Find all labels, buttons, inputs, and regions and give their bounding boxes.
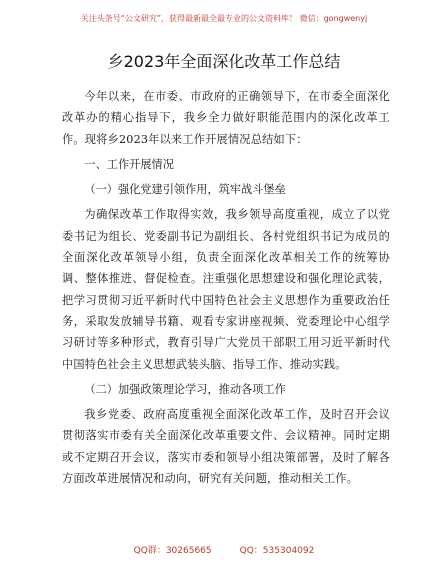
section-heading-1: 一、工作开展情况 [84,157,174,171]
subsection-1-paragraph: 为确保改革工作取得实效，我乡领导高度重视，成立了以党委书记为组长、党委副书记为副组长、各村党组织书记为成员的全面深化改革领导小组，负责全面深化改革相关工作的统筹协调、整体推进、督促检查。注重强化思想建设和强化理论武装，把学习贯彻习近平新时代中国特色社会主义思想作为重要政治任务，采取发放辅导书籍、观看专家讲座视频、党委理论中心组学习研讨等多种形式，教育引导广大党员干部职工用习近平新时代中国特色社会主义思想武装头脑、指导工作、推动实践。 [62,208,390,371]
subsection-heading-1: （一）强化党建引领作用，筑牢战斗堡垒 [84,183,286,197]
subsection-2-paragraph: 我乡党委、政府高度重视全面深化改革工作，及时召开会议贯彻落实市委有关全面深化改革重要文件、会议精神。同时定期或不定期召开会议，落实市委和领导小组决策部署，及时了解各方面改革进展情况和动向，研究有关问题，推动相关工作。 [62,408,390,486]
document-body [62,86,390,489]
top-promo-banner: 关注头条号“公文研究”，获得最新最全最专业的公文资料库！ 微信：gongwenyj [80,14,368,23]
footer-qq: QQ：535304092 [239,546,315,556]
subsection-heading-2: （二）加强政策理论学习，推动各项工作 [84,382,286,396]
footer-contact [0,543,448,556]
footer-qq-group: QQ群：30265665 [133,546,212,556]
intro-paragraph: 今年以来，在市委、市政府的正确领导下，在市委全面深化改革办的精心指导下，我乡全力做好职能范围内的深化改革工作。现将乡2023年以来工作开展情况总结如下： [62,90,390,146]
document-title: 乡2023年全面深化改革工作总结 [107,52,341,71]
